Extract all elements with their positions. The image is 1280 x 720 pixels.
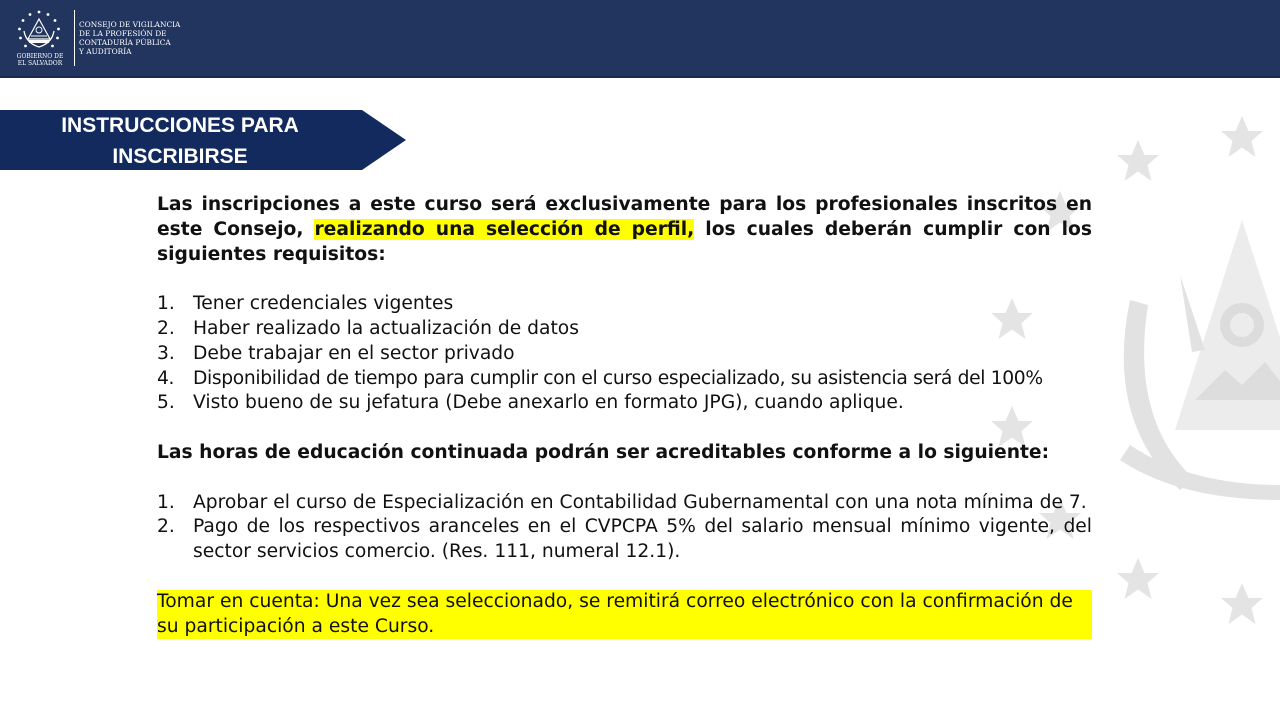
title-line-1: INSTRUCCIONES PARA bbox=[61, 114, 299, 137]
list-number: 1. bbox=[157, 293, 175, 315]
requirements-list bbox=[157, 292, 1092, 416]
org-line-1: CONSEJO DE VIGILANCIA bbox=[79, 20, 181, 29]
page-title bbox=[0, 110, 360, 170]
coat-of-arms-logo bbox=[16, 9, 62, 55]
header-underline bbox=[0, 76, 1280, 78]
list-item bbox=[157, 515, 1092, 565]
list-number: 3. bbox=[157, 342, 175, 364]
list-text: Debe trabajar en el sector privado bbox=[193, 342, 515, 364]
intro-text-start: Las inscripciones a este curso será exclusivamente para los profesionales inscritos en este Consejo, bbox=[157, 194, 1092, 240]
intro-paragraph bbox=[157, 193, 1092, 267]
title-line-2: INSCRIBIRSE bbox=[112, 145, 248, 168]
list-item bbox=[157, 342, 1092, 367]
header-bar bbox=[0, 0, 1280, 76]
org-line-2: DE LA PROFESIÓN DE bbox=[79, 29, 167, 38]
list-item bbox=[157, 391, 1092, 416]
list-item bbox=[157, 292, 1092, 317]
list-number: 2. bbox=[157, 317, 175, 339]
list-item bbox=[157, 317, 1092, 342]
list-text: Haber realizado la actualización de datos bbox=[193, 317, 579, 339]
list-item bbox=[157, 491, 1092, 516]
title-banner bbox=[0, 110, 406, 170]
list-number: 2. bbox=[157, 516, 175, 538]
org-line-3: CONTADURÍA PÚBLICA bbox=[79, 38, 171, 47]
header-divider bbox=[74, 10, 75, 66]
list-text: Visto bueno de su jefatura (Debe anexarlo en formato JPG), cuando aplique. bbox=[193, 392, 904, 414]
list-text: Pago de los respectivos aranceles en el CVPCPA 5% del salario mensual mínimo vigente, del sector servicios comercio. (Res. 111, numeral 12.1). bbox=[193, 516, 1092, 563]
list-number: 1. bbox=[157, 491, 175, 513]
government-label: GOBIERNO DE EL SALVADOR bbox=[16, 53, 64, 67]
org-line-4: Y AUDITORÍA bbox=[79, 47, 132, 56]
organization-name bbox=[79, 20, 219, 56]
list-item bbox=[157, 367, 1092, 392]
note-highlight: Tomar en cuenta: Una vez sea seleccionado, se remitirá correo electrónico con la confirmación de su participación a este Curso. bbox=[157, 590, 1092, 640]
list-text: Aprobar el curso de Especialización en Contabilidad Gubernamental con una nota mínima de 7. bbox=[193, 491, 1087, 513]
hours-list bbox=[157, 491, 1092, 565]
list-text: Disponibilidad de tiempo para cumplir con el curso especializado, su asistencia será del 100% bbox=[193, 367, 1043, 389]
list-number: 5. bbox=[157, 392, 175, 414]
intro-text-end: los cuales deberán cumplir con los siguientes requisitos: bbox=[157, 218, 1092, 265]
intro-highlight: realizando una selección de perfil, bbox=[314, 218, 695, 240]
instructions-body bbox=[157, 193, 1092, 639]
list-number: 4. bbox=[157, 367, 175, 389]
list-text: Tener credenciales vigentes bbox=[193, 293, 454, 315]
hours-heading: Las horas de educación continuada podrán ser acreditables conforme a lo siguiente: bbox=[157, 441, 1050, 463]
